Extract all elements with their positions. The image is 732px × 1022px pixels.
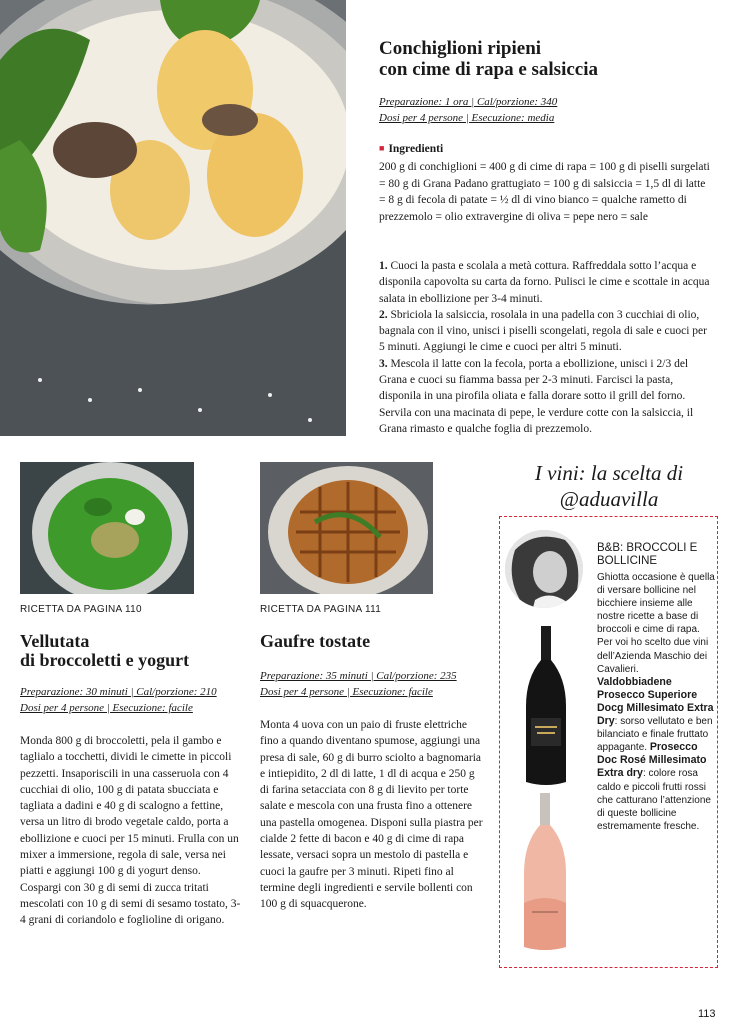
gaufre-photo <box>260 462 433 594</box>
soup-text: Monda 800 g di broccoletti, pela il gambo e taglialo a tocchetti, dividi le cimette in piccoli pezzetti. Insaporiscili in una casseruola con 4 cucchiai di olio, 100 g di patata sbucciata e tagliata a dadini e 40 g di scalogno a fettine, versa un litro di brodo vegetale caldo, porta a ebollizione e cuoci per 15 minuti. Frulla con un mixer a immersione, regola di sale, versa nei piatti e aggiungi 100 g di yogurt denso. Cospargi con 30 g di semi di zucca tritati mescolati con 10 g di semi di sesamo tostato, 3-4 grani di coriandolo e foglioline di origano. <box>20 735 241 927</box>
soup-photo <box>20 462 194 594</box>
step-3-text: Mescola il latte con la fecola, porta a ebollizione, unisci i 2/3 del Grana e cuoci su fiamma bassa per 2-3 minuti. Farcisci la pasta, disponila in una pirofila oliata e falla dorare sotto il grill del forno. Servila con una macinata di pepe, le verdure cotte con la salsiccia, il Grana rimasto e qualche foglia di prezzemolo. <box>379 357 694 435</box>
ingredients-heading-label: Ingredienti <box>388 143 444 155</box>
soup-meta-line2: Dosi per 4 persone | Esecuzione: facile <box>20 702 193 714</box>
step-3 <box>379 356 713 437</box>
gaufre-title: Gaufre tostate <box>260 631 371 651</box>
main-recipe-meta <box>379 94 709 126</box>
wine1-description: : sorso vellutato e ben bilanciato e finale fruttato appagante. <box>597 716 713 754</box>
ingredients-text: 200 g di conchiglioni = 400 g di cime di rapa = 100 g di piselli surgelati = 80 g di Grana Padano grattugiato = 100 g di salsiccia = 1,5 dl di latte = 8 g di fecola di patate = ½ dl di vino bianco = qualche rametto di prezzemolo = olio extravergine di oliva = pepe nero = sale <box>379 161 710 224</box>
step-1-number: 1. <box>379 260 388 272</box>
soup-meta-line1: Preparazione: 30 minuti | Cal/porzione: 210 <box>20 686 217 698</box>
step-1-text: Cuoci la pasta e scolala a metà cottura. Raffreddala sotto l’acqua e disponila capovolta su carta da forno. Pulisci le cime e scottale in acqua salata in ebollizione per 3-4 minuti. <box>379 260 710 305</box>
soup-title <box>20 632 240 670</box>
soup-kicker: RICETTA DA PAGINA 110 <box>20 604 142 615</box>
step-2 <box>379 307 713 356</box>
step-2-text: Sbriciola la salsiccia, rosolala in una padella con 3 cucchiai di olio, bagnala con il vino, unisci i piselli scongelati, regola di sale e cuoci per 5 minuti. Aggiungi le cime e cuoci per altri 5 minuti. <box>379 308 707 354</box>
rose-bottle-image <box>520 793 570 958</box>
page-number: 113 <box>698 1008 716 1020</box>
step-2-number: 2. <box>379 308 388 321</box>
main-recipe-title <box>379 38 709 80</box>
main-recipe-photo <box>0 0 346 436</box>
wine1-name: Valdobbiadene Prosecco Superiore Docg Millesimato Extra Dry <box>597 675 714 728</box>
gaufre-kicker: RICETTA DA PAGINA 111 <box>260 604 382 615</box>
gaufre-text: Monta 4 uova con un paio di fruste elettriche fino a quando diventano spumose, aggiungi una presa di sale, 60 g di burro sciolto a bagnomaria e intiepidito, 2 dl di latte, 1 dl di acqua e 250 g di farina setacciata con 8 g di lievito per torte salate e mescola con una frusta fino a ottenere una pastella omogenea. Disponi sulla piastra per cialde 2 fette di bacon e 40 g di cime di rapa lessate, versaci sopra un mestolo di pastella e cuoci la gaufre per 3 minuti. Ripeti fino al termine degli ingredienti e servile bollenti con 100 g di squacquerone. <box>260 719 483 911</box>
main-recipe-title-line2: con cime di rapa e salsiccia <box>379 59 598 80</box>
main-recipe-meta-line2: Dosi per 4 persone | Esecuzione: media <box>379 112 555 124</box>
soup-title-line2: di broccoletti e yogurt <box>20 650 190 670</box>
ingredients-heading <box>379 143 443 155</box>
gaufre-meta-line2: Dosi per 4 persone | Esecuzione: facile <box>260 686 433 698</box>
wines-heading-handle: @aduavilla <box>559 487 659 511</box>
wine2-description: : colore rosa caldo e piccoli frutti rossi che catturano l’attenzione di queste bollicine estremamente fresche. <box>597 768 711 832</box>
bullet-icon: ■ <box>379 143 385 153</box>
step-3-number: 3. <box>379 357 388 370</box>
avatar <box>505 530 583 608</box>
wines-body <box>597 571 715 833</box>
wine2-name: Prosecco Doc Rosé Millesimato Extra dry <box>597 741 707 780</box>
step-1 <box>379 258 713 307</box>
prosecco-bottle-image <box>522 626 570 791</box>
main-recipe-title-line1: Conchiglioni ripieni <box>379 38 542 59</box>
gaufre-meta-line1: Preparazione: 35 minuti | Cal/porzione: 235 <box>260 670 457 682</box>
wines-heading <box>500 460 718 512</box>
wines-title: B&B: BROCCOLI E BOLLICINE <box>597 542 698 567</box>
main-recipe-meta-line1: Preparazione: 1 ora | Cal/porzione: 340 <box>379 96 558 108</box>
soup-title-line1: Vellutata <box>20 631 90 651</box>
main-recipe-steps <box>379 258 713 437</box>
soup-meta <box>20 684 245 716</box>
gaufre-meta <box>260 668 485 700</box>
wines-heading-line1: I vini: la scelta di <box>534 461 684 485</box>
wines-intro: Ghiotta occasione è quella di versare bollicine nel bicchiere insieme alle nostre ricette a base di broccoli e cime di rapa. Per voi ho scelto due vini dell’Azienda Maschio dei Cavalieri. <box>597 572 715 675</box>
